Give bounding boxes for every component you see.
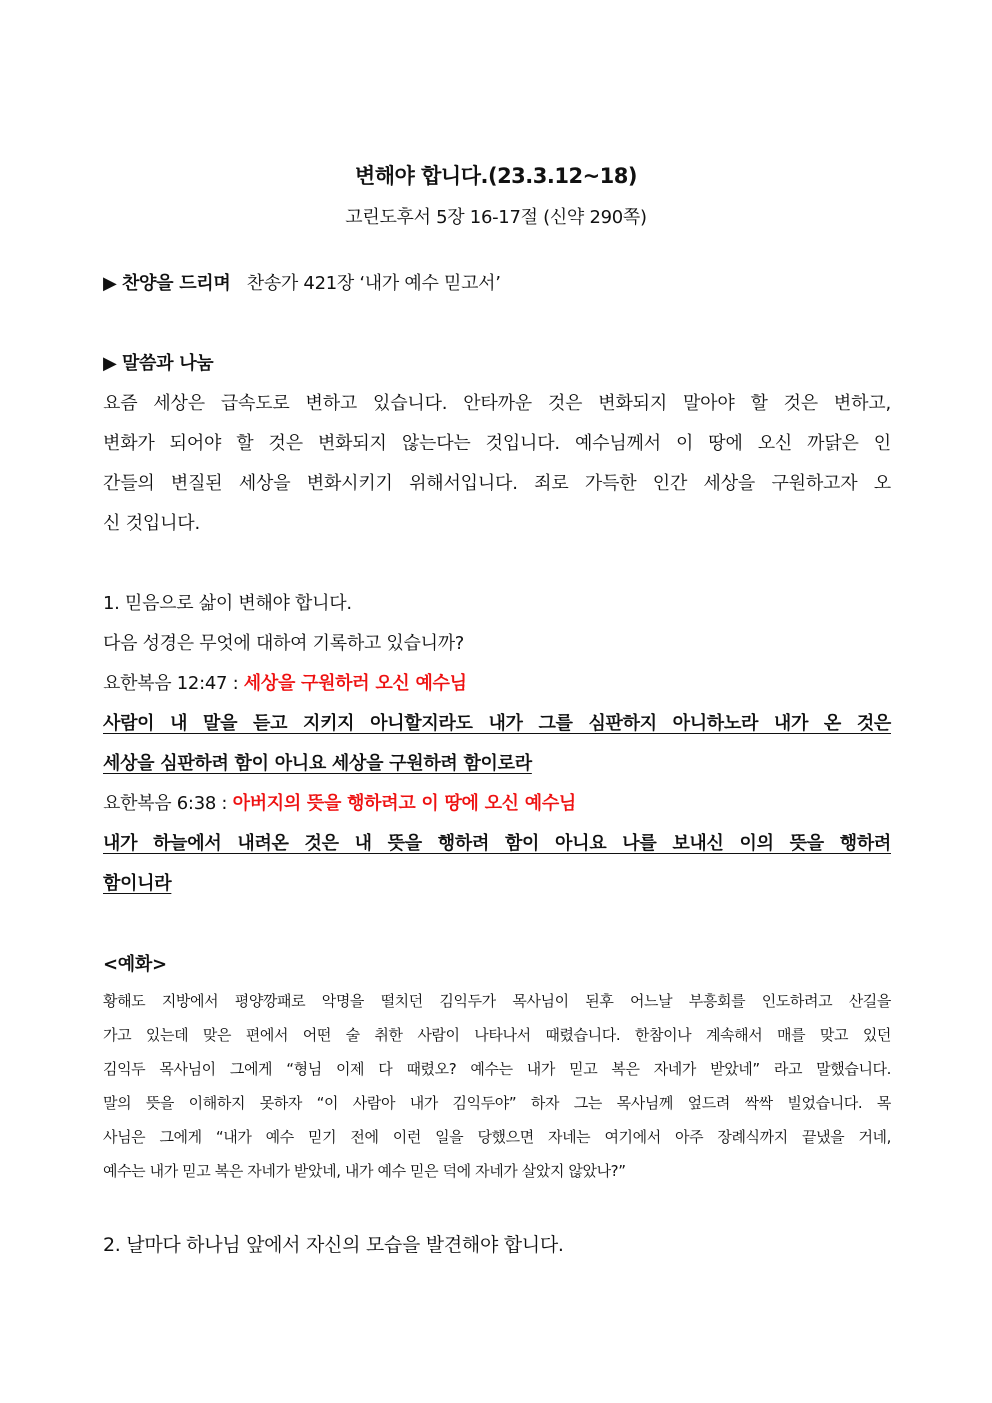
hymn-title: 찬송가 421장 ‘내가 예수 믿고서’ — [246, 273, 501, 294]
point1-question: 다음 성경은 무엇에 대하여 기록하고 있습니까? — [103, 633, 465, 654]
bible-reference: 요한복음 6:38 : — [103, 793, 233, 814]
word-section-heading — [103, 344, 891, 384]
intro-line: 요즘 세상은 급속도로 변하고 있습니다. 안타까운 것은 변화되지 말아야 할 것은 변하고, — [103, 393, 891, 414]
reference-answer: 아버지의 뜻을 행하려고 이 땅에 오신 예수님 — [232, 793, 576, 814]
illustration-heading: <예화> — [103, 954, 167, 975]
illustration-line: 가고 있는데 맞은 편에서 어떤 술 취한 사람이 나타나서 때렸습니다. 한참이나 계속해서 매를 맞고 있던 — [103, 1026, 891, 1044]
reference-row — [103, 784, 891, 824]
verse-line: 내가 하늘에서 내려온 것은 내 뜻을 행하려 함이 아니요 나를 보내신 이의 뜻을 행하려 — [103, 833, 891, 854]
illustration-line: 사님은 그에게 “내가 예수 믿기 전에 이런 일을 당했으면 자네는 여기에서 아주 장례식까지 끝냈을 거네, — [103, 1128, 891, 1146]
reference-answer: 세상을 구원하러 오신 예수님 — [243, 673, 467, 694]
bible-reference: 요한복음 12:47 : — [103, 673, 244, 694]
intro-line: 신 것입니다. — [103, 513, 200, 534]
triangle-marker-icon: ▶ — [103, 273, 117, 294]
verse-line: 사람이 내 말을 듣고 지키지 아니할지라도 내가 그를 심판하지 아니하노라 내가 온 것은 — [103, 713, 891, 734]
scripture-reference: 고린도후서 5장 16-17절 (신약 290쪽) — [345, 207, 647, 228]
illustration-line: 예수는 내가 믿고 복은 자네가 받았네, 내가 예수 믿은 덕에 자네가 살았지 않았나?” — [103, 1162, 626, 1180]
reference-row — [103, 664, 891, 704]
intro-line: 변화가 되어야 할 것은 변화되지 않는다는 것입니다. 예수님께서 이 땅에 오신 까닭은 인 — [103, 433, 891, 454]
triangle-marker-icon: ▶ — [103, 353, 117, 374]
illustration-line: 김익두 목사님이 그에게 “형님 이제 다 때렸오? 예수는 내가 믿고 복은 자네가 받았네” 라고 말했습니다. — [103, 1060, 891, 1078]
point2-heading: 2. 날마다 하나님 앞에서 자신의 모습을 발견해야 합니다. — [103, 1234, 564, 1256]
illustration-line: 말의 뜻을 이해하지 못하자 “이 사람아 내가 김익두야” 하자 그는 목사님께 엎드려 싹싹 빌었습니다. 목 — [103, 1094, 891, 1112]
word-section-label: 말씀과 나눔 — [121, 353, 214, 374]
verse-line: 세상을 심판하려 함이 아니요 세상을 구원하려 함이로라 — [103, 753, 532, 774]
illustration-line: 황해도 지방에서 평양깡패로 악명을 떨치던 김익두가 목사님이 된후 어느날 부흥회를 인도하려고 산길을 — [103, 992, 891, 1010]
verse-line: 함이니라 — [103, 873, 172, 894]
point1-heading: 1. 믿음으로 삶이 변해야 합니다. — [103, 593, 352, 614]
hymn-label: 찬양을 드리며 — [121, 273, 231, 294]
page-title: 변해야 합니다.(23.3.12~18) — [354, 164, 638, 188]
hymn-row — [103, 264, 891, 304]
intro-line: 간들의 변질된 세상을 변화시키기 위해서입니다. 죄로 가득한 인간 세상을 구원하고자 오 — [103, 473, 891, 494]
